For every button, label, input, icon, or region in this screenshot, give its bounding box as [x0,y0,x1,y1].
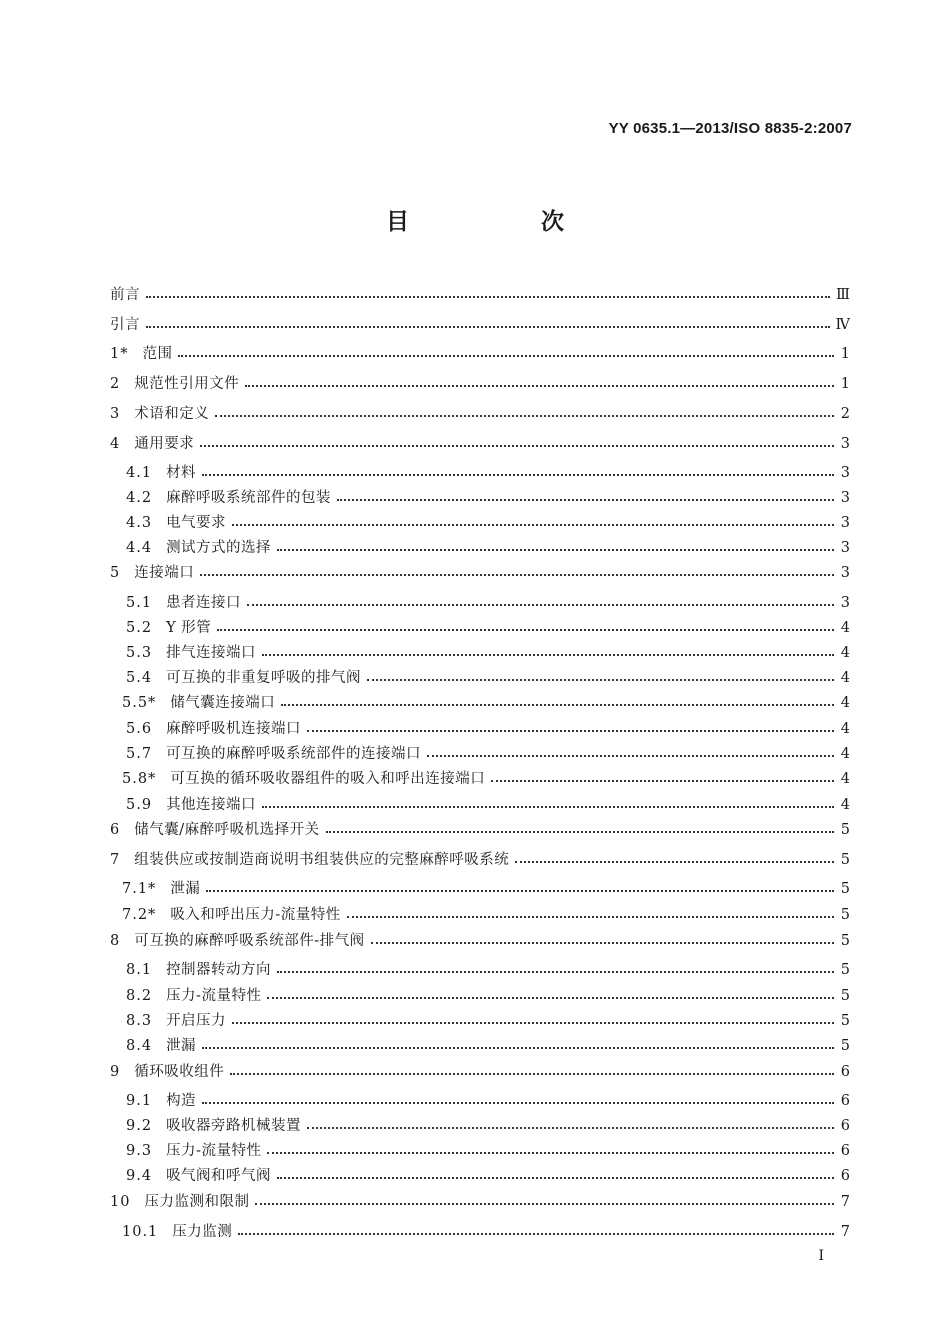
toc-entry[interactable] [122,1220,850,1244]
dot-leader [232,524,834,526]
toc-entry-number: 5.3 [126,645,153,661]
dot-leader [200,574,834,576]
toc-entry[interactable] [126,486,850,510]
toc-entry-number: 8.3 [126,1013,153,1029]
toc-entry-page: 7 [840,1194,850,1210]
toc-entry-page: 5 [840,1013,850,1029]
dot-leader [326,831,834,833]
toc-entry-number: 8.1 [126,962,153,978]
dot-leader [215,415,834,417]
toc-entry[interactable] [122,691,850,715]
toc-entry-number: 9.3 [126,1143,153,1159]
toc-entry-page: 4 [840,721,850,737]
toc-entry[interactable] [110,818,850,842]
toc-entry-title: 泄漏 [166,1038,197,1054]
toc-entry-title: 规范性引用文件 [134,376,240,392]
dot-leader [307,730,834,732]
toc-entry-page: 4 [840,771,850,787]
toc-entry-page: 3 [840,490,850,506]
toc-entry-title: 麻醉呼吸系统部件的包装 [166,490,332,506]
toc-entry-number: 1* [110,346,129,362]
toc-entry-page: 5 [840,933,850,949]
toc-entry[interactable] [110,1060,850,1084]
toc-entry-page: 5 [840,907,850,923]
toc-entry-page: 1 [840,376,850,392]
toc-entry-page: 6 [840,1118,850,1134]
toc-entry-page: 5 [840,852,850,868]
dot-leader [146,296,830,298]
toc-entry[interactable] [110,402,850,426]
toc-entry-number: 7.1* [122,881,157,897]
toc-entry[interactable] [126,1034,850,1058]
toc-entry-page: 6 [840,1168,850,1184]
dot-leader [267,1152,834,1154]
toc-entry-number: 4.2 [126,490,153,506]
toc-entry-page: 4 [840,670,850,686]
toc-entry-number: 5.7 [126,746,153,762]
toc-entry-title: 术语和定义 [134,406,210,422]
standard-code: YY 0635.1—2013/ISO 8835-2:2007 [608,120,852,137]
toc-entry-page: 3 [840,465,850,481]
toc-entry-title: 其他连接端口 [166,797,257,813]
dot-leader [267,997,834,999]
toc-entry-page: 4 [840,746,850,762]
toc-entry[interactable] [126,958,850,982]
toc-entry-title: 构造 [166,1093,197,1109]
toc-entry-title: 吸入和呼出压力-流量特性 [170,907,341,923]
dot-leader [347,916,834,918]
toc-entry[interactable] [122,903,850,927]
toc-entry-number: 3 [110,406,121,422]
dot-leader [281,704,834,706]
toc-entry-title: 前言 [110,287,140,303]
toc-entry-title: 组装供应或按制造商说明书组装供应的完整麻醉呼吸系统 [134,852,510,868]
toc-entry-title: 材料 [166,465,197,481]
toc-entry-number: 9.4 [126,1168,153,1184]
dot-leader [337,499,834,501]
dot-leader [515,861,834,863]
toc-entry-number: 9 [110,1064,121,1080]
toc-entry-number: 4 [110,436,121,452]
toc-entry-page: 3 [840,540,850,556]
dot-leader [262,654,834,656]
toc-entry[interactable] [122,767,850,791]
toc-entry-page: 6 [840,1064,850,1080]
dot-leader [217,629,834,631]
dot-leader [202,474,834,476]
toc-entry-number: 6 [110,822,121,838]
toc-entry[interactable] [126,511,850,535]
toc-entry-page: 3 [840,515,850,531]
toc-entry-title: 排气连接端口 [166,645,257,661]
toc-entry-page: 4 [840,695,850,711]
toc-entry-number: 4.3 [126,515,153,531]
toc-entry[interactable] [126,591,850,615]
toc-entry-number: 8.4 [126,1038,153,1054]
toc-entry[interactable] [126,666,850,690]
toc-entry-page: 6 [840,1143,850,1159]
dot-leader [367,679,834,681]
toc-entry-title: 电气要求 [166,515,227,531]
toc-entry[interactable] [126,1009,850,1033]
toc-entry-number: 4.1 [126,465,153,481]
toc-entry-number: 9.1 [126,1093,153,1109]
toc-entry-number: 8 [110,933,121,949]
toc-entry-page: 4 [840,620,850,636]
toc-entry-number: 5.1 [126,595,153,611]
page-number: I [818,1248,824,1264]
toc-entry-title: 压力监测和限制 [144,1194,250,1210]
toc-entry-number: 2 [110,376,121,392]
toc-entry-page: Ⅳ [835,317,850,333]
page-title: 目 次 [385,208,626,235]
dot-leader [277,971,834,973]
toc-entry[interactable] [126,793,850,817]
toc-entry-number: 4.4 [126,540,153,556]
dot-leader [178,355,834,357]
toc-entry-title: 压力监测 [172,1224,233,1240]
toc-entry-title: 可互换的非重复呼吸的排气阀 [166,670,362,686]
toc-entry-page: 7 [840,1224,850,1240]
toc-entry-title: 可互换的麻醉呼吸系统部件的连接端口 [166,746,422,762]
dot-leader [202,1047,834,1049]
dot-leader [247,604,834,606]
toc-entry-number: 10.1 [122,1224,159,1240]
dot-leader [146,326,830,328]
toc-entry-page: 5 [840,962,850,978]
toc-entry[interactable] [110,848,850,872]
toc-entry[interactable] [110,372,850,396]
dot-leader [262,806,834,808]
toc-entry[interactable] [126,461,850,485]
toc-entry-page: 1 [840,346,850,362]
toc-entry[interactable] [110,561,850,585]
dot-leader [206,890,834,892]
dot-leader [491,780,834,782]
toc-entry-title: 吸气阀和呼气阀 [166,1168,272,1184]
toc-entry-number: 8.2 [126,988,153,1004]
toc-entry[interactable] [126,1139,850,1163]
dot-leader [255,1203,834,1205]
toc-entry[interactable] [126,641,850,665]
toc-entry[interactable] [122,877,850,901]
toc-entry-title: 泄漏 [170,881,201,897]
toc-entry-page: 5 [840,881,850,897]
toc-entry-title: 压力-流量特性 [166,1143,262,1159]
toc-entry[interactable] [126,742,850,766]
toc-entry-page: 3 [840,565,850,581]
toc-entry-title: 可互换的麻醉呼吸系统部件-排气阀 [134,933,365,949]
toc-entry-number: 10 [110,1194,131,1210]
toc-entry-number: 7 [110,852,121,868]
toc-entry-page: 5 [840,988,850,1004]
toc-entry-title: 控制器转动方向 [166,962,272,978]
toc-entry-title: 测试方式的选择 [166,540,272,556]
dot-leader [230,1073,834,1075]
toc-entry-title: 储气囊/麻醉呼吸机选择开关 [134,822,320,838]
dot-leader [277,1177,834,1179]
toc-entry[interactable] [126,1164,850,1188]
dot-leader [427,755,834,757]
toc-entry-number: 5.6 [126,721,153,737]
toc-entry-number: 7.2* [122,907,157,923]
dot-leader [232,1022,834,1024]
toc-entry-number: 5.2 [126,620,153,636]
toc-entry[interactable] [126,1114,850,1138]
toc-entry-number: 5.9 [126,797,153,813]
dot-leader [238,1233,834,1235]
toc-entry-title: 范围 [142,346,173,362]
toc-entry[interactable] [126,536,850,560]
toc-entry[interactable] [126,717,850,741]
toc-entry-page: 4 [840,797,850,813]
toc-entry-title: 循环吸收组件 [134,1064,225,1080]
toc-entry-title: 引言 [110,317,140,333]
toc-entry-number: 5.4 [126,670,153,686]
toc-entry[interactable] [126,1089,850,1113]
toc-entry-page: 2 [840,406,850,422]
toc-entry-page: 6 [840,1093,850,1109]
dot-leader [202,1102,834,1104]
toc-entry[interactable] [126,616,850,640]
toc-entry-title: 可互换的循环吸收器组件的吸入和呼出连接端口 [170,771,486,787]
toc-entry-page: 5 [840,822,850,838]
toc-entry-title: 麻醉呼吸机连接端口 [166,721,302,737]
toc-entry-page: 4 [840,645,850,661]
toc-entry-number: 5 [110,565,121,581]
toc-entry[interactable] [110,432,850,456]
toc-entry[interactable] [110,283,850,307]
toc-entry[interactable] [126,984,850,1008]
dot-leader [277,549,834,551]
toc-entry-page: 5 [840,1038,850,1054]
toc-entry-page: Ⅲ [836,287,850,303]
dot-leader [200,445,834,447]
toc-entry-page: 3 [840,595,850,611]
toc-entry-title: 开启压力 [166,1013,227,1029]
toc-entry-number: 5.8* [122,771,157,787]
toc-entry[interactable] [110,313,850,337]
toc-entry-page: 3 [840,436,850,452]
toc-entry-number: 9.2 [126,1118,153,1134]
toc-entry-title: 吸收器旁路机械装置 [166,1118,302,1134]
toc-entry-title: 患者连接口 [166,595,242,611]
toc-entry-title: 压力-流量特性 [166,988,262,1004]
toc-entry[interactable] [110,1190,850,1214]
dot-leader [245,385,834,387]
toc-entry-title: 储气囊连接端口 [170,695,276,711]
toc-entry-number: 5.5* [122,695,157,711]
dot-leader [371,942,834,944]
toc-entry-title: 连接端口 [134,565,195,581]
toc-entry-title: Y 形管 [166,620,212,636]
dot-leader [307,1127,834,1129]
toc-entry-title: 通用要求 [134,436,195,452]
toc-entry[interactable] [110,929,850,953]
toc-entry[interactable] [110,342,850,366]
